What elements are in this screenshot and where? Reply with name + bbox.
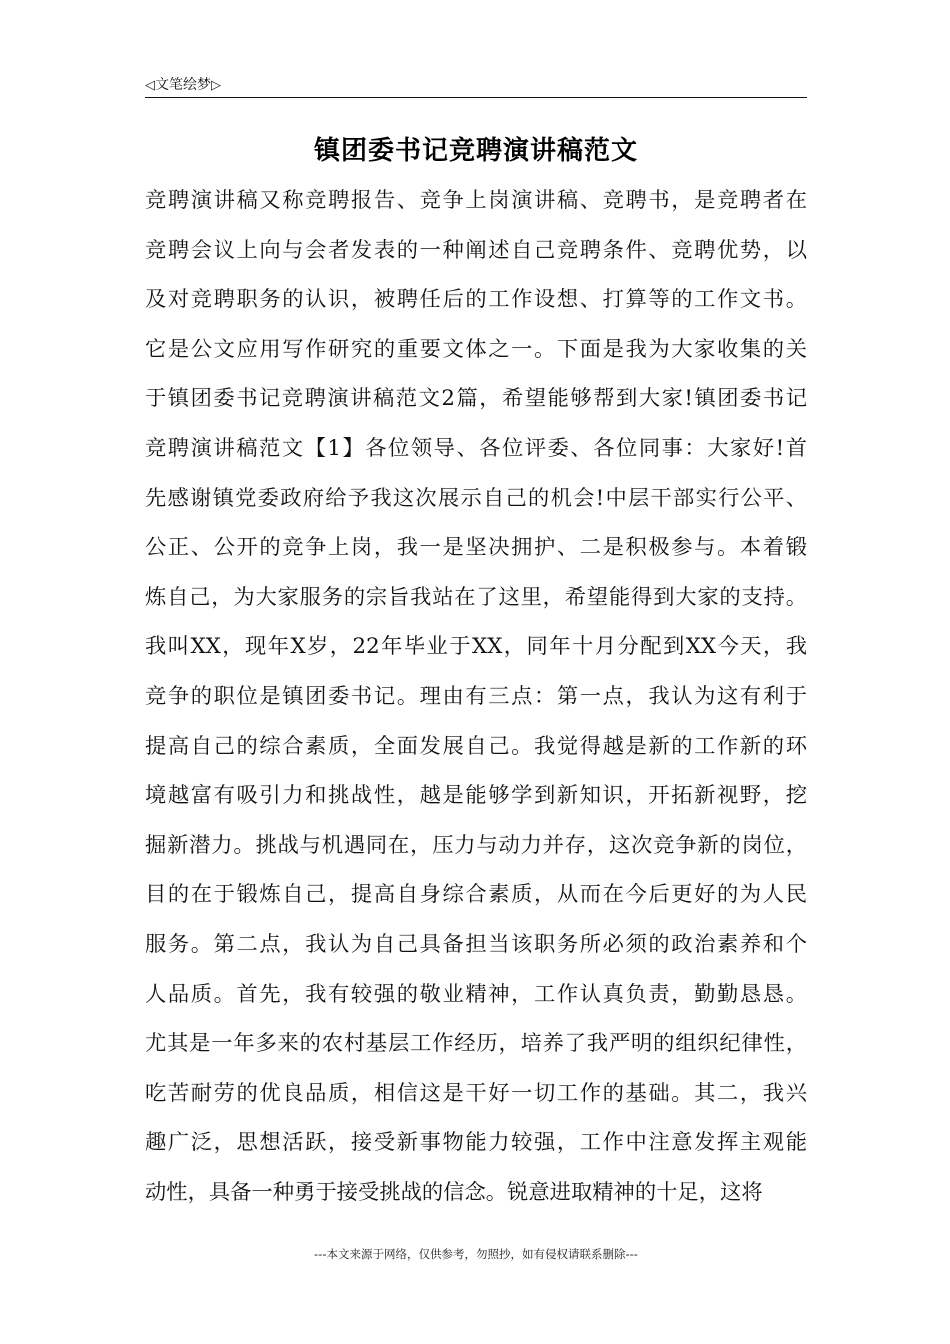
body-line: 目的在于锻炼自己，提高自身综合素质，从而在今后更好的为人民: [145, 882, 807, 908]
document-body: [145, 183, 807, 1224]
body-line: 竞聘演讲稿又称竞聘报告、竞争上岗演讲稿、竞聘书，是竞聘者在: [145, 188, 807, 213]
header-divider: [145, 97, 807, 98]
body-line: 于镇团委书记竞聘演讲稿范文2篇，希望能够帮到大家!镇团委书记: [145, 386, 807, 412]
body-line: 吃苦耐劳的优良品质，相信这是干好一切工作的基础。其二，我兴: [145, 1080, 807, 1106]
body-line: 竞争的职位是镇团委书记。理由有三点：第一点，我认为这有利于: [145, 683, 807, 709]
page-header: [145, 74, 807, 98]
body-line: 动性，具备一种勇于接受挑战的信念。锐意进取精神的十足，这将: [145, 1179, 763, 1205]
body-line: 服务。第二点，我认为自己具备担当该职务所必须的政治素养和个: [145, 931, 807, 957]
body-line: 公正、公开的竞争上岗，我一是坚决拥护、二是积极参与。本着锻: [145, 535, 807, 561]
body-line: 竞聘会议上向与会者发表的一种阐述自己竞聘条件、竞聘优势，以: [145, 237, 807, 263]
body-line: 炼自己，为大家服务的宗旨我站在了这里，希望能得到大家的支持。: [145, 584, 807, 610]
body-line: 趣广泛，思想活跃，接受新事物能力较强，工作中注意发挥主观能: [145, 1130, 807, 1156]
document-title: 镇团委书记竞聘演讲稿范文: [313, 136, 638, 166]
body-line: 提高自己的综合素质，全面发展自己。我觉得越是新的工作新的环: [145, 733, 807, 759]
body-line: 竞聘演讲稿范文【1】各位领导、各位评委、各位同事：大家好!首: [145, 435, 807, 461]
body-line: 境越富有吸引力和挑战性，越是能够学到新知识，开拓新视野，挖: [145, 783, 807, 809]
left-triangle-icon: ◁: [145, 78, 155, 93]
body-line: 它是公文应用写作研究的重要文体之一。下面是我为大家收集的关: [145, 336, 807, 362]
right-triangle-icon: ▷: [211, 78, 221, 93]
body-line: 尤其是一年多来的农村基层工作经历，培养了我严明的组织纪律性，: [145, 1031, 807, 1057]
header-text: 文笔绘梦: [155, 77, 211, 93]
body-line: 掘新潜力。挑战与机遇同在，压力与动力并存，这次竞争新的岗位，: [145, 832, 807, 858]
body-line: 及对竞聘职务的认识，被聘任后的工作设想、打算等的工作文书。: [145, 287, 807, 313]
body-line: 先感谢镇党委政府给予我这次展示自己的机会!中层干部实行公平、: [145, 485, 807, 511]
page-footer: ---本文来源于网络，仅供参考，勿照抄，如有侵权请联系删除---: [314, 1247, 638, 1261]
body-line: 我叫XX，现年X岁，22年毕业于XX，同年十月分配到XX今天，我: [145, 634, 807, 660]
body-line: 人品质。首先，我有较强的敬业精神，工作认真负责，勤勤恳恳。: [145, 981, 807, 1007]
